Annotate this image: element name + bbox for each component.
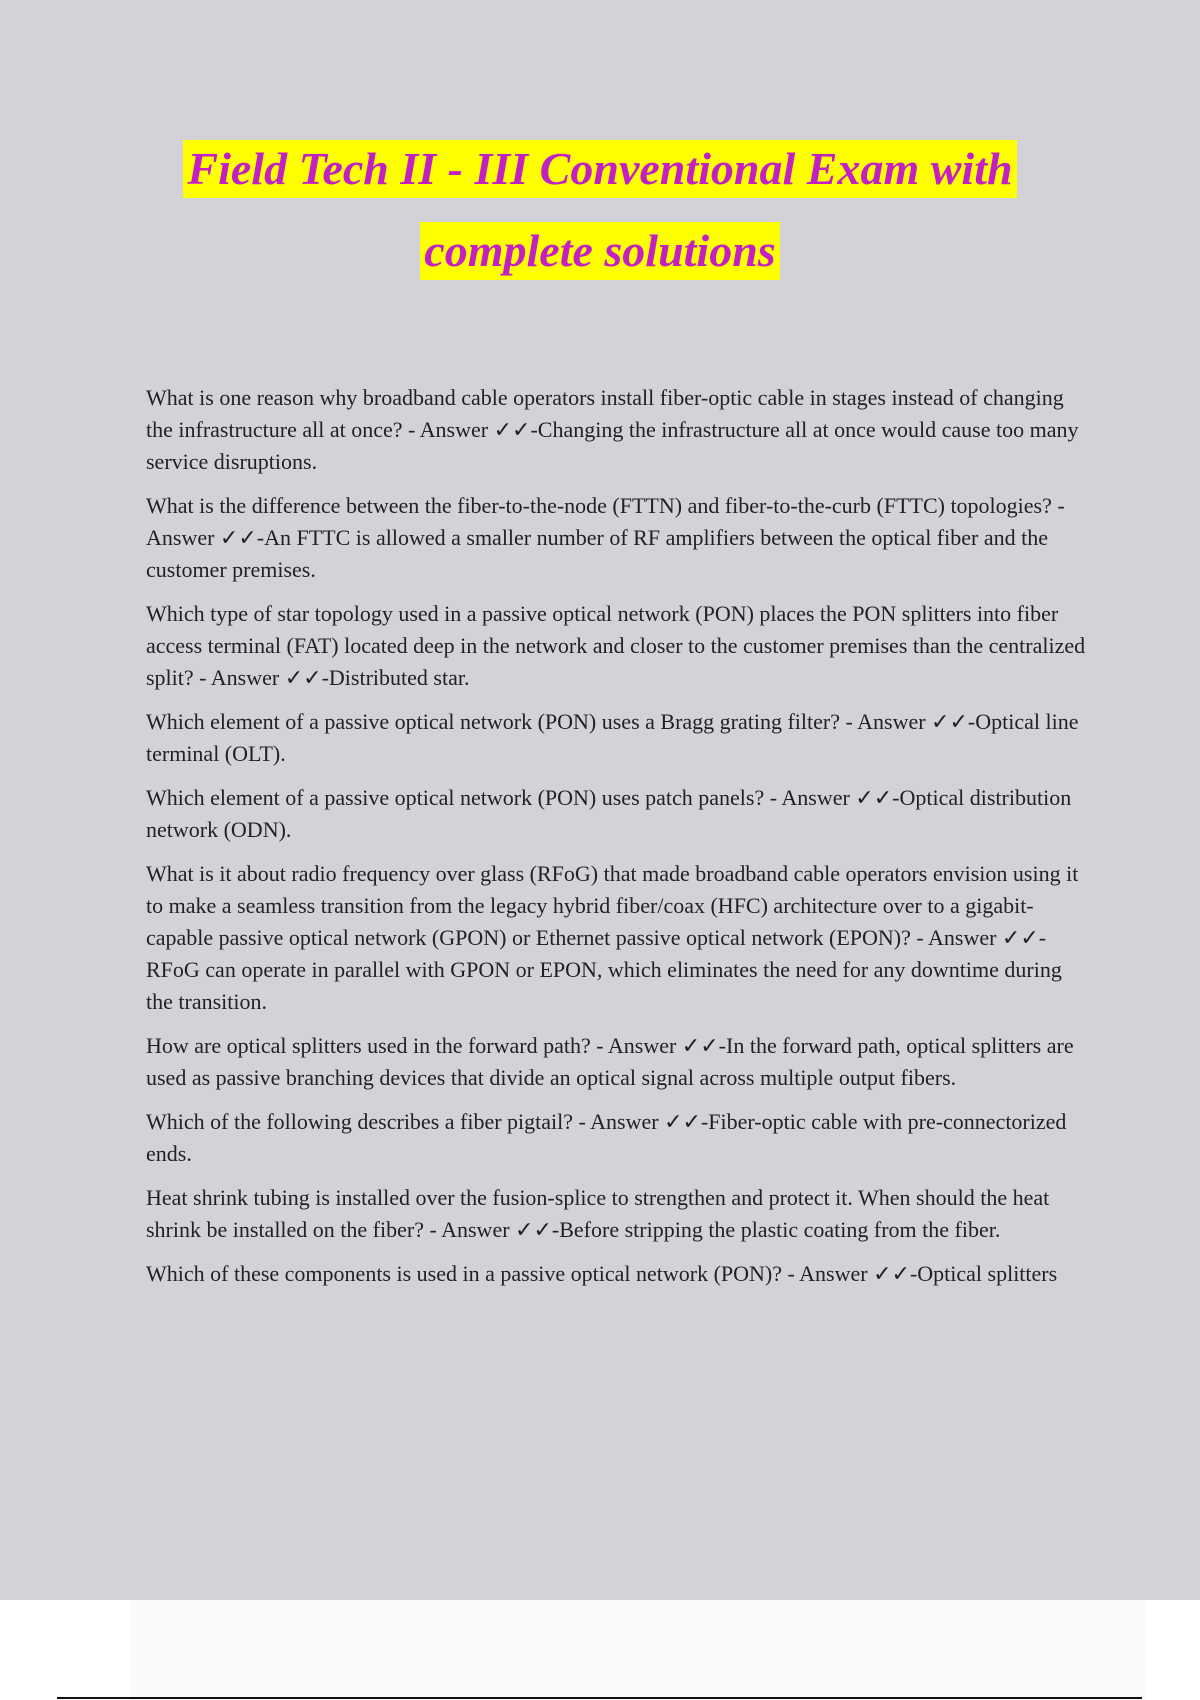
page-divider [57,1697,1142,1699]
answer-marker: Answer ✓✓ [781,785,893,810]
document-title [0,140,1200,280]
question-text: Which type of star topology used in a passive optical network (PON) places the PON splitters into fiber access terminal (FAT) located deep in the network and closer to the customer premises than the centralized split? - [146,601,1086,690]
question-text: Which element of a passive optical network (PON) uses patch panels? - [146,785,778,810]
answer-text: Optical line terminal (OLT). [146,709,1079,766]
answer-text: Changing the infrastructure all at once would cause too many service disruptions. [146,417,1079,474]
qa-item: What is it about radio frequency over glass (RFoG) that made broadband cable operators envision using it to make a seamless transition from the legacy hybrid fiber/coax (HFC) architecture over to a gigabit-capable passive optical network (GPON) or Ethernet passive optical network (EPON)? - Answer ✓✓-RFoG can operate in parallel with GPON or EPON, which eliminates the need for any downtime during the transition. [146,861,1079,1014]
qa-item: What is one reason why broadband cable operators install fiber-optic cable in stages instead of changing the infrastructure all at once? - Answer ✓✓-Changing the infrastructure all at once would cause too many service disruptions. [146,385,1079,474]
answer-marker: Answer ✓✓ [928,925,1039,950]
title-line-2: complete solutions [420,222,779,280]
qa-item: Which of these components is used in a passive optical network (PON)? - Answer ✓✓-Optical splitters [146,1261,1058,1286]
page-bottom-margin [0,1600,1200,1700]
answer-text: Before stripping the plastic coating from the fiber. [559,1217,1001,1242]
answer-text: Optical splitters [917,1261,1058,1286]
answer-marker: Answer ✓✓ [441,1217,552,1242]
answer-marker: Answer ✓✓ [590,1109,701,1134]
question-text: How are optical splitters used in the forward path? - [146,1033,604,1058]
answer-text: In the forward path, optical splitters are used as passive branching devices that divide an optical signal across multiple output fibers. [146,1033,1074,1090]
answer-marker: Answer ✓✓ [210,665,322,690]
question-text: Which of the following describes a fiber pigtail? - [146,1109,586,1134]
qa-item: Which element of a passive optical network (PON) uses patch panels? - Answer ✓✓-Optical distribution network (ODN). [146,785,1072,842]
answer-marker: Answer ✓✓ [419,417,531,442]
answer-text: Distributed star. [328,665,470,690]
title-line-1: Field Tech II - III Conventional Exam with [183,140,1016,198]
answer-text: An FTTC is allowed a smaller number of RF amplifiers between the optical fiber and the customer premises. [146,525,1048,582]
answer-text: Fiber-optic cable with pre-connectorized ends. [146,1109,1067,1166]
question-answer-list [146,382,1091,1302]
answer-text: RFoG can operate in parallel with GPON or EPON, which eliminates the need for any downtime during the transition. [146,957,1062,1014]
answer-marker: Answer ✓✓ [607,1033,719,1058]
question-text: What is it about radio frequency over glass (RFoG) that made broadband cable operators envision using it to make a seamless transition from the legacy hybrid fiber/coax (HFC) architecture over to a gigabit-capable passive optical network (GPON) or Ethernet passive optical network (EPON)? - [146,861,1079,950]
qa-item: Which type of star topology used in a passive optical network (PON) places the PON splitters into fiber access terminal (FAT) located deep in the network and closer to the customer premises than the centralized split? - Answer ✓✓-Distributed star. [146,601,1086,690]
qa-item: Heat shrink tubing is installed over the fusion-splice to strengthen and protect it. When should the heat shrink be installed on the fiber? - Answer ✓✓-Before stripping the plastic coating from the fiber. [146,1185,1050,1242]
answer-marker: Answer ✓✓ [146,525,257,550]
answer-marker: Answer ✓✓ [799,1261,910,1286]
question-text: What is the difference between the fiber-to-the-node (FTTN) and fiber-to-the-curb (FTTC) topologies? - [146,493,1065,518]
answer-text: Optical distribution network (ODN). [146,785,1072,842]
answer-marker: Answer ✓✓ [857,709,968,734]
question-text: Heat shrink tubing is installed over the fusion-splice to strengthen and protect it. When should the heat shrink be installed on the fiber? - [146,1185,1050,1242]
question-text: Which of these components is used in a passive optical network (PON)? - [146,1261,795,1286]
qa-item: How are optical splitters used in the forward path? - Answer ✓✓-In the forward path, optical splitters are used as passive branching devices that divide an optical signal across multiple output fibers. [146,1033,1074,1090]
question-text: Which element of a passive optical network (PON) uses a Bragg grating filter? - [146,709,853,734]
qa-item: What is the difference between the fiber-to-the-node (FTTN) and fiber-to-the-curb (FTTC) topologies? - Answer ✓✓-An FTTC is allowed a smaller number of RF amplifiers between the optical fiber and the customer premises. [146,493,1065,582]
qa-item: Which of the following describes a fiber pigtail? - Answer ✓✓-Fiber-optic cable with pre-connectorized ends. [146,1109,1067,1166]
question-text: What is one reason why broadband cable operators install fiber-optic cable in stages instead of changing the infrastructure all at once? - [146,385,1064,442]
next-page-preview [130,1600,1145,1700]
qa-item: Which element of a passive optical network (PON) uses a Bragg grating filter? - Answer ✓✓-Optical line terminal (OLT). [146,709,1079,766]
